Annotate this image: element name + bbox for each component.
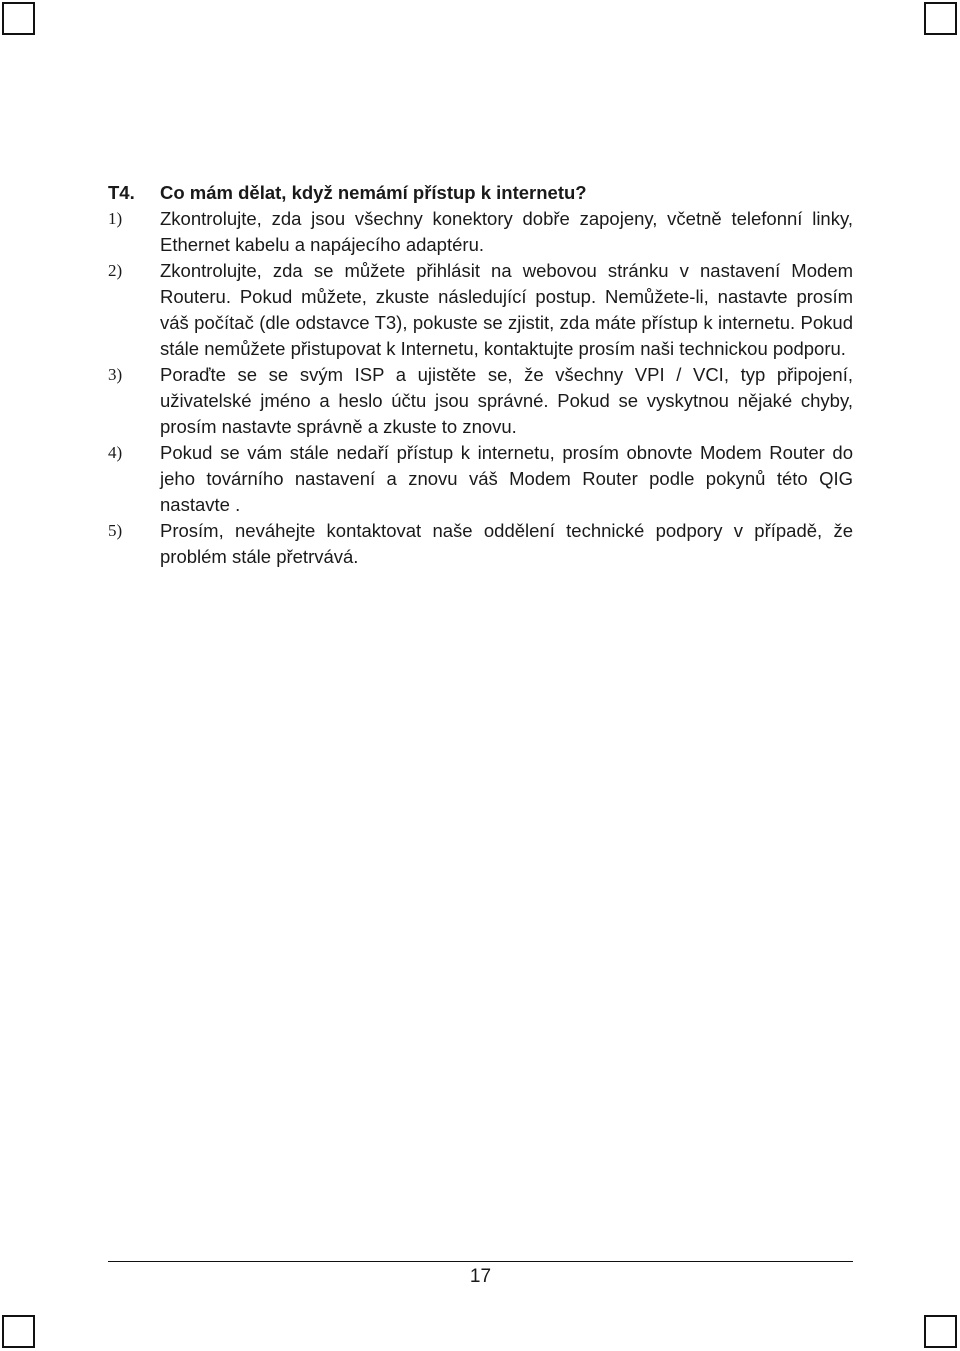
list-item (108, 206, 853, 258)
list-item-number: 1) (108, 209, 123, 228)
crop-mark-bottom-left (2, 1315, 35, 1348)
list-item (108, 362, 853, 440)
footer-divider (108, 1261, 853, 1262)
list-item-text: Zkontrolujte, zda se můžete přihlásit na webovou stránku v nastavení Modem Routeru. Pokud můžete, zkuste následující postup. Nemůžete-li, nastavte prosím váš počítač (dle odstavce T3), pokuste se zjistit, zda máte přístup k internetu. Pokud stále nemůžete přistupovat k Internetu, kontaktujte prosím naši technickou podporu. (160, 260, 853, 359)
list-item-text: Zkontrolujte, zda jsou všechny konektory dobře zapojeny, včetně telefonní linky, Ethernet kabelu a napájecího adaptéru. (160, 208, 853, 255)
list-item-number: 4) (108, 443, 123, 462)
list-item (108, 518, 853, 570)
list-item-number: 2) (108, 261, 123, 280)
faq-section (108, 180, 853, 570)
list-item (108, 440, 853, 518)
crop-mark-top-right (924, 2, 957, 35)
list-item-number: 5) (108, 521, 123, 540)
crop-mark-bottom-right (924, 1315, 957, 1348)
list-item-text: Pokud se vám stále nedaří přístup k internetu, prosím obnovte Modem Router do jeho továrního nastavení a znovu váš Modem Router podle pokynů této QIG nastavte . (160, 442, 853, 515)
list-item-text: Poraďte se se svým ISP a ujistěte se, že všechny VPI / VCI, typ připojení, uživatelské jméno a heslo účtu jsou správné. Pokud se vyskytnou nějaké chyby, prosím nastavte správně a zkuste to znovu. (160, 364, 853, 437)
section-heading (108, 180, 853, 206)
page-number: 17 (469, 1266, 492, 1287)
list-item-text: Prosím, neváhejte kontaktovat naše oddělení technické podpory v případě, že problém stále přetrvává. (160, 520, 853, 567)
section-number: T4. (108, 182, 135, 203)
list-item-number: 3) (108, 365, 123, 384)
list-item (108, 258, 853, 362)
section-title: Co mám dělat, když nemámí přístup k internetu? (160, 182, 587, 203)
crop-mark-top-left (2, 2, 35, 35)
